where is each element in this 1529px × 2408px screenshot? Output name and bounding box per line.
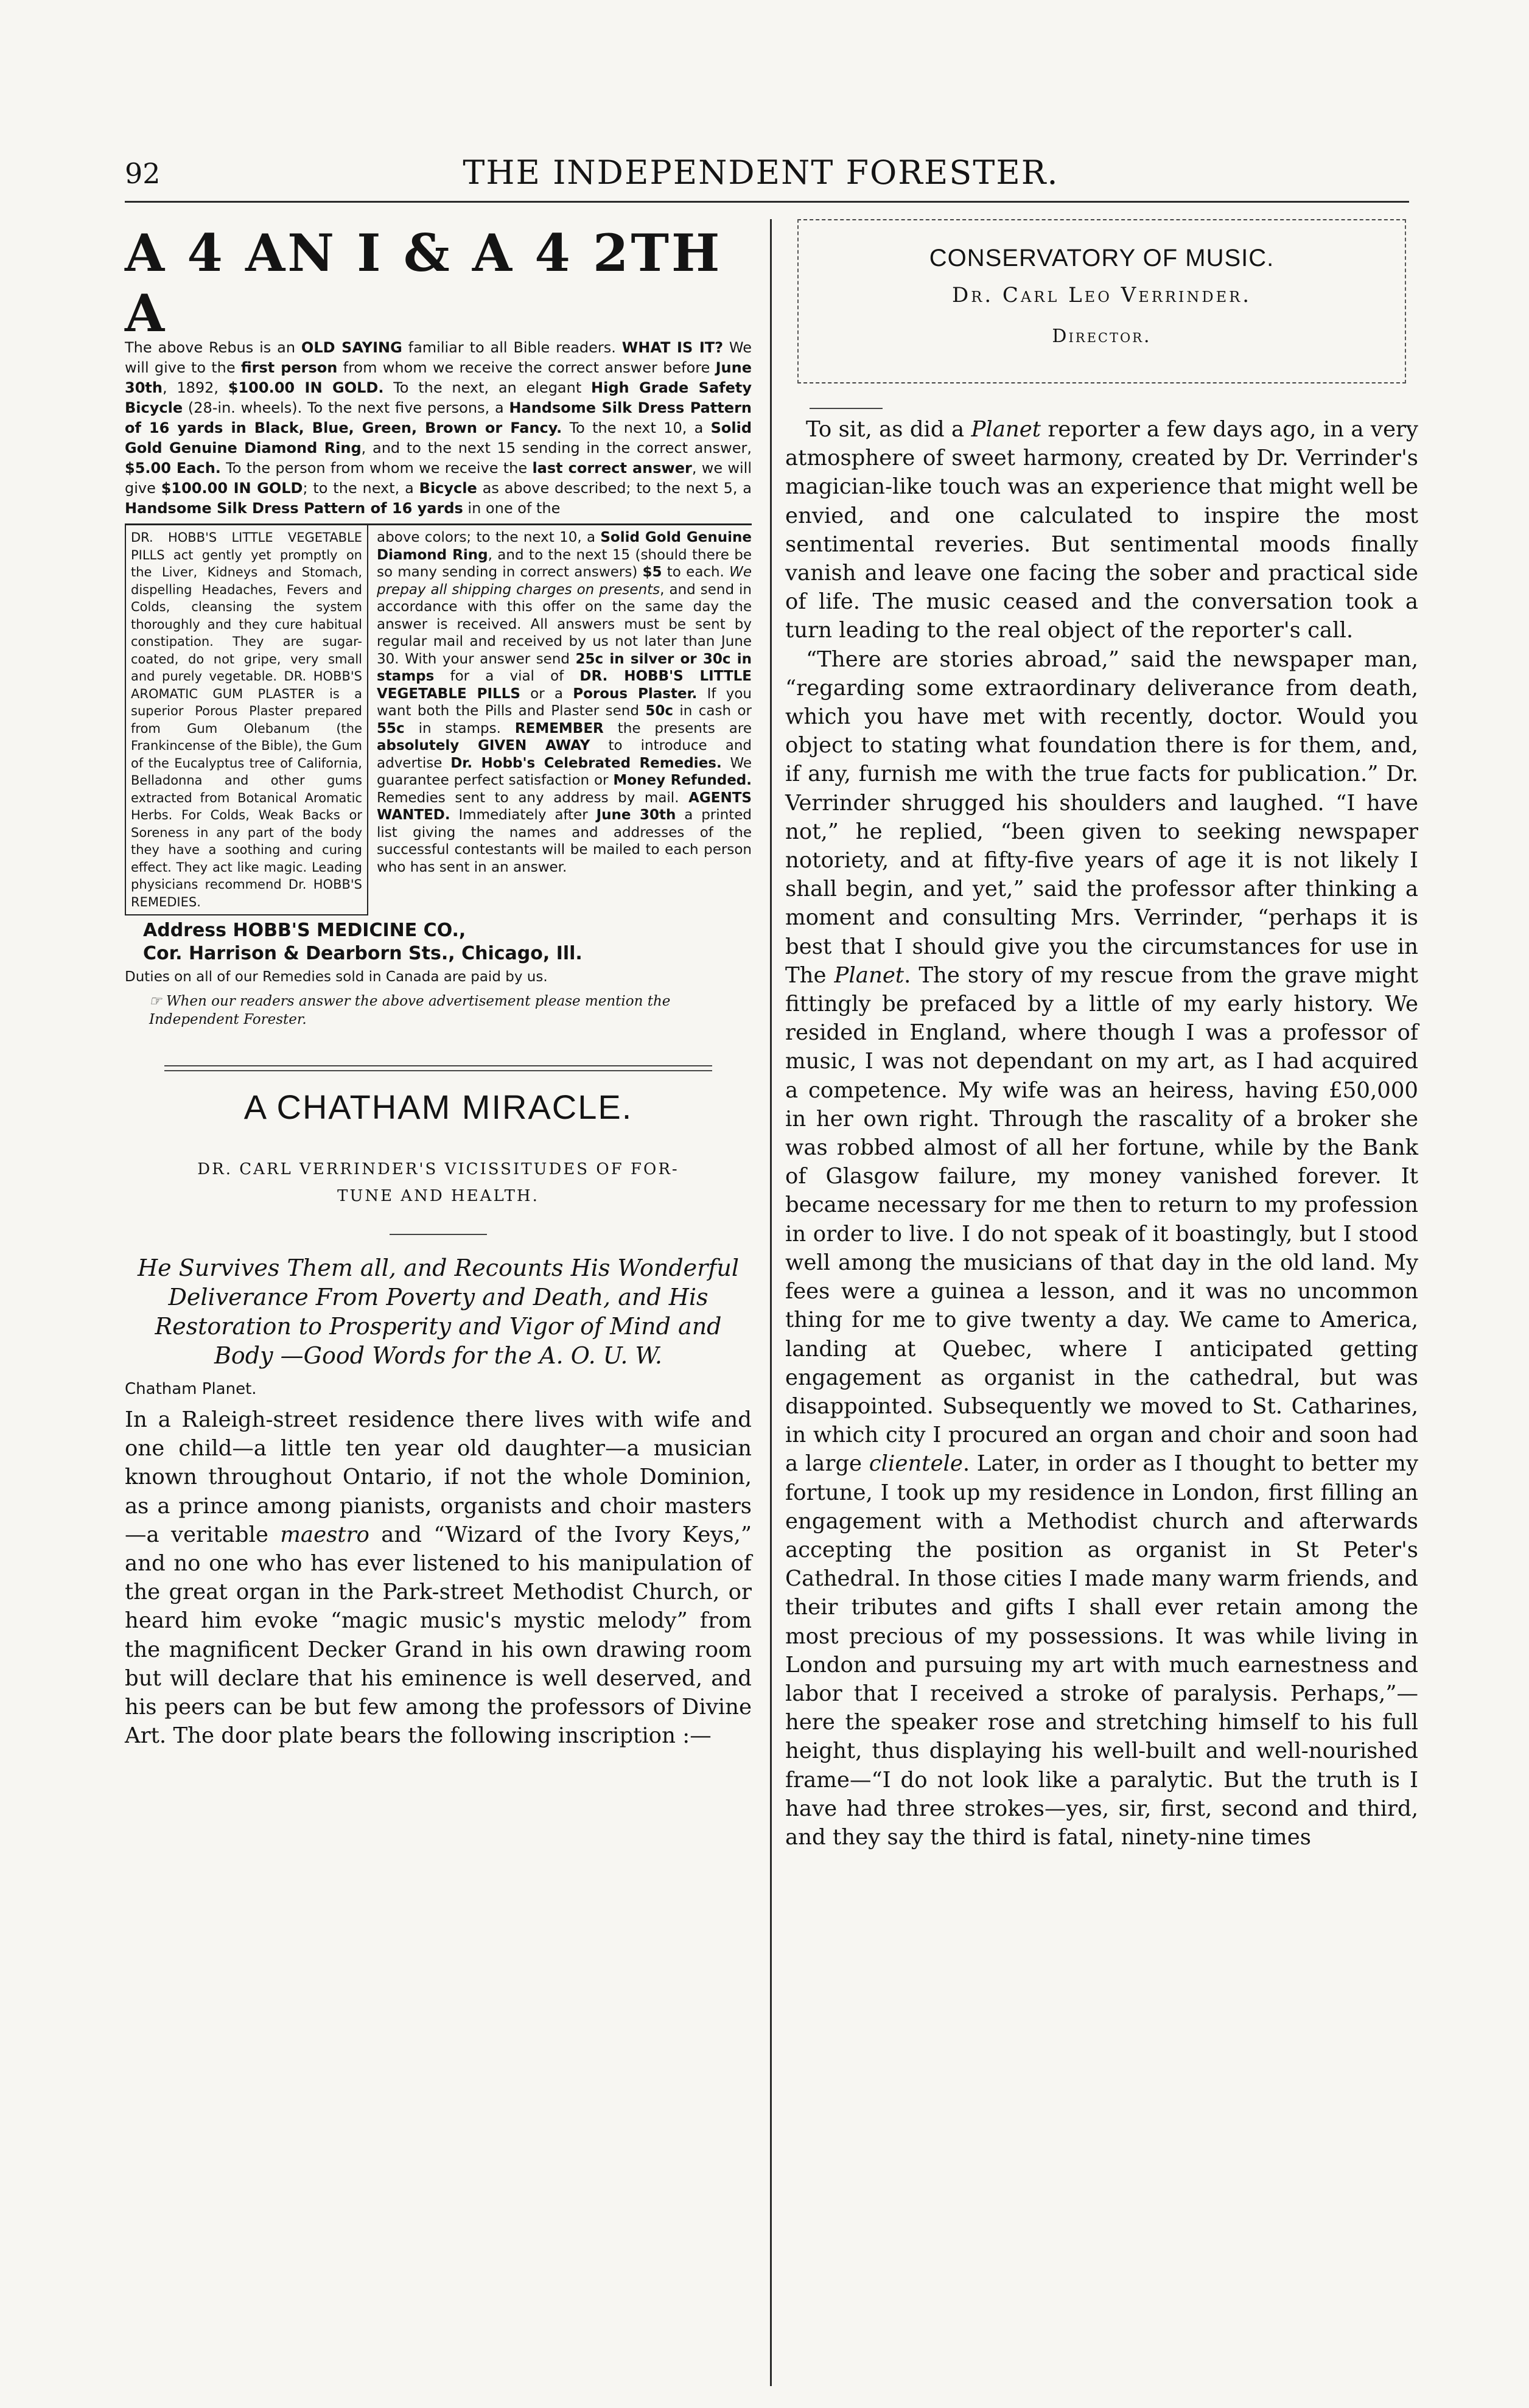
short-rule: [810, 408, 883, 409]
header-rule: [125, 201, 1409, 203]
card-name: Dr. Carl Leo Verrinder.: [951, 283, 1252, 307]
ad-address: [125, 919, 752, 965]
ad-offer-details: above colors; to the next 10, a Solid Gold Genuine Diamond Ring, and to the next 15 (should there be so many sending in correct answers) $5 to each. We prepay all shipping charges on presents, and send in accordance with this offer on the same day the answer is received. All answers must be sent by regular mail and received by us not later than June 30. With your answer send 25c in silver or 30c in stamps for a vial of DR. HOBB'S LITTLE VEGETABLE PILLS or a Porous Plaster. If you want both the Pills and Plaster send 50c in cash or 55c in stamps. REMEMBER the presents are absolutely GIVEN AWAY to introduce and advertise Dr. Hobb's Celebrated Remedies. We guarantee perfect satisfaction or Money Refunded. Remedies sent to any address by mail. AGENTS WANTED. Immediately after June 30th a printed list giving the names and addresses of the successful contestants will be mailed to each person who has sent in an answer.: [377, 530, 752, 875]
rebus-puzzle: [125, 223, 752, 343]
ad-note: [125, 992, 752, 1029]
subhead-line2: TUNE AND HEALTH.: [337, 1187, 539, 1205]
article-paragraph: In a Raleigh-street residence there lives with wife and one child—a little ten year old daughter—a musician known throughout Ontario, if not the whole Dominion, as a prince among pianists, organists and choir masters—a veritable maestro and “Wizard of the Ivory Keys,” and no one who has ever listened to his manipulation of the great organ in the Park-street Methodist Church, or heard him evoke “magic music's mystic melody” from the magnificent Decker Grand in his own drawing room but will declare that his eminence is well deserved, and his peers can be but few among the professors of Divine Art. The door plate bears the following inscription :—: [125, 1407, 752, 1749]
card-role: Director.: [1052, 326, 1152, 347]
left-column: [125, 223, 752, 1750]
right-column: [785, 219, 1418, 1852]
ad-note-text: When our readers answer the above advertisement please mention the Independent Forester.: [149, 993, 671, 1027]
article-source: Chatham Planet.: [125, 1380, 257, 1398]
article-title: A CHATHAM MIRACLE.: [243, 1088, 633, 1126]
article-paragraph: “There are stories abroad,” said the newspaper man, “regarding some extraordinary deliverance from death, which you have met with recently, doctor. Would you object to stating what foundation there is for them, and, if any, furnish me with the true facts for publication.” Dr. Verrinder shrugged his shoulders and laughed. “I have not,” he replied, “been given to seeking newspaper notoriety, and at fifty-five years of age it is not likely I shall begin, and yet,” said the professor after thinking a moment and consulting Mrs. Verrinder, “perhaps it is best that I should give you the circumstances for use in The Planet. The story of my rescue from the grave might fittingly be prefaced by a little of my early history. We resided in England, where though I was a professor of music, I was not dependant on my art, as I had acquired a competence. My wife was an heiress, having £50,000 in her own right. Through the rascality of a broker she was robbed almost of all her fortune, while by the Bank of Glasgow failure, my money vanished forever. It became necessary for me then to return to my profession in order to live. I do not speak of it boastingly, but I stood well among the musicians of that day in the old land. My fees were a guinea a lesson, and it was no uncommon thing for me to give twenty a day. We came to America, landing at Quebec, where I anticipated getting engagement as organist in the cathedral, but was disappointed. Subsequently we moved to St. Catharines, in which city I procured an organ and choir and soon had a large clientele. Later, in order as I thought to better my fortune, I took up my residence in London, first filling an engagement with a Methodist church and afterwards accepting the position as organist in St Peter's Cathedral. In those cities I made many warm friends, and their tributes and gifts I shall ever retain among the most precious of my possessions. It was while living in London and pursuing my art with much earnestness and labor that I received a stroke of paralysis. Perhaps,”—here the speaker rose and stretching himself to his full height, thus displaying his well-built and well-nourished frame—“I do not look like a paralytic. But the truth is I have had three strokes—yes, sir, first, second and third, and they say the third is fatal, ninety-nine times: [785, 646, 1418, 1850]
column-rule: [770, 219, 772, 2386]
pointing-hand-icon: ☞: [149, 993, 166, 1009]
article-paragraph: To sit, as did a Planet reporter a few days ago, in a very atmosphere of sweet harmony, created by Dr. Verrinder's magician-like touch was an experience that might well be envied, and one calculated to inspire the most sentimental reveries. But sentimental moods finally vanish and leave one facing the sober and practical side of life. The music ceased and the conversation took a turn leading to the real object of the reporter's call.: [785, 417, 1418, 643]
ad-intro: The above Rebus is an OLD SAYING familiar to all Bible readers. WHAT IS IT? We will give to the first person from whom we receive the correct answer before June 30th, 1892, $100.00 IN GOLD. To the next, an elegant High Grade Safety Bicycle (28-in. wheels). To the next five persons, a Handsome Silk Dress Pattern of 16 yards in Black, Blue, Green, Brown or Fancy. To the next 10, a Solid Gold Genuine Diamond Ring, and to the next 15 sending in the correct answer, $5.00 Each. To the person from whom we receive the last correct answer, we will give $100.00 IN GOLD; to the next, a Bicycle as above described; to the next 5, a Handsome Silk Dress Pattern of 16 yards in one of the: [125, 339, 752, 517]
ad-duties: Duties on all of our Remedies sold in Canada are paid by us.: [125, 969, 548, 985]
journal-title: THE INDEPENDENT FORESTER.: [463, 153, 1059, 192]
ad-address-line1: Address HOBB'S MEDICINE CO.,: [143, 920, 466, 941]
page-number: 92: [125, 157, 161, 190]
rebus-text: A 4 AN I & A 4 2TH A: [125, 223, 723, 343]
ad-address-line2: Cor. Harrison & Dearborn Sts., Chicago, Ill.: [143, 943, 583, 964]
article-deck: He Survives Them all, and Recounts His Wonderful Deliverance From Poverty and Death, and His Restoration to Prosperity and Vigor of Mind and Body —Good Words for the A. O. U. W.: [137, 1255, 740, 1369]
article-body-left: [125, 1405, 752, 1750]
article-subhead: [125, 1156, 752, 1209]
conservatory-card: [797, 219, 1406, 383]
article-body-right: [785, 415, 1418, 1852]
ad-split: [125, 523, 752, 915]
card-title: CONSERVATORY OF MUSIC.: [929, 245, 1275, 271]
ad-pills-sidebar: DR. HOBB'S LITTLE VEGETABLE PILLS act gently yet promptly on the Liver, Kidneys and Stomach, dispelling Headaches, Fevers and Colds, cleansing the system thoroughly and they cure habitual constipation. They are sugar-coated, do not gripe, very small and purely vegetable. DR. HOBB'S AROMATIC GUM PLASTER is a superior Porous Plaster prepared from Gum Olebanum (the Frankincense of the Bible), the Gum of the Eucalyptus tree of California, Belladonna and other gums extracted from Botanical Aromatic Herbs. For Colds, Weak Backs or Soreness in any part of the body they have a soothing and curing effect. They act like magic. Leading physicians recommend Dr. HOBB'S REMEDIES.: [125, 525, 368, 915]
subhead-line1: DR. CARL VERRINDER'S VICISSITUDES OF FOR-: [197, 1160, 679, 1178]
